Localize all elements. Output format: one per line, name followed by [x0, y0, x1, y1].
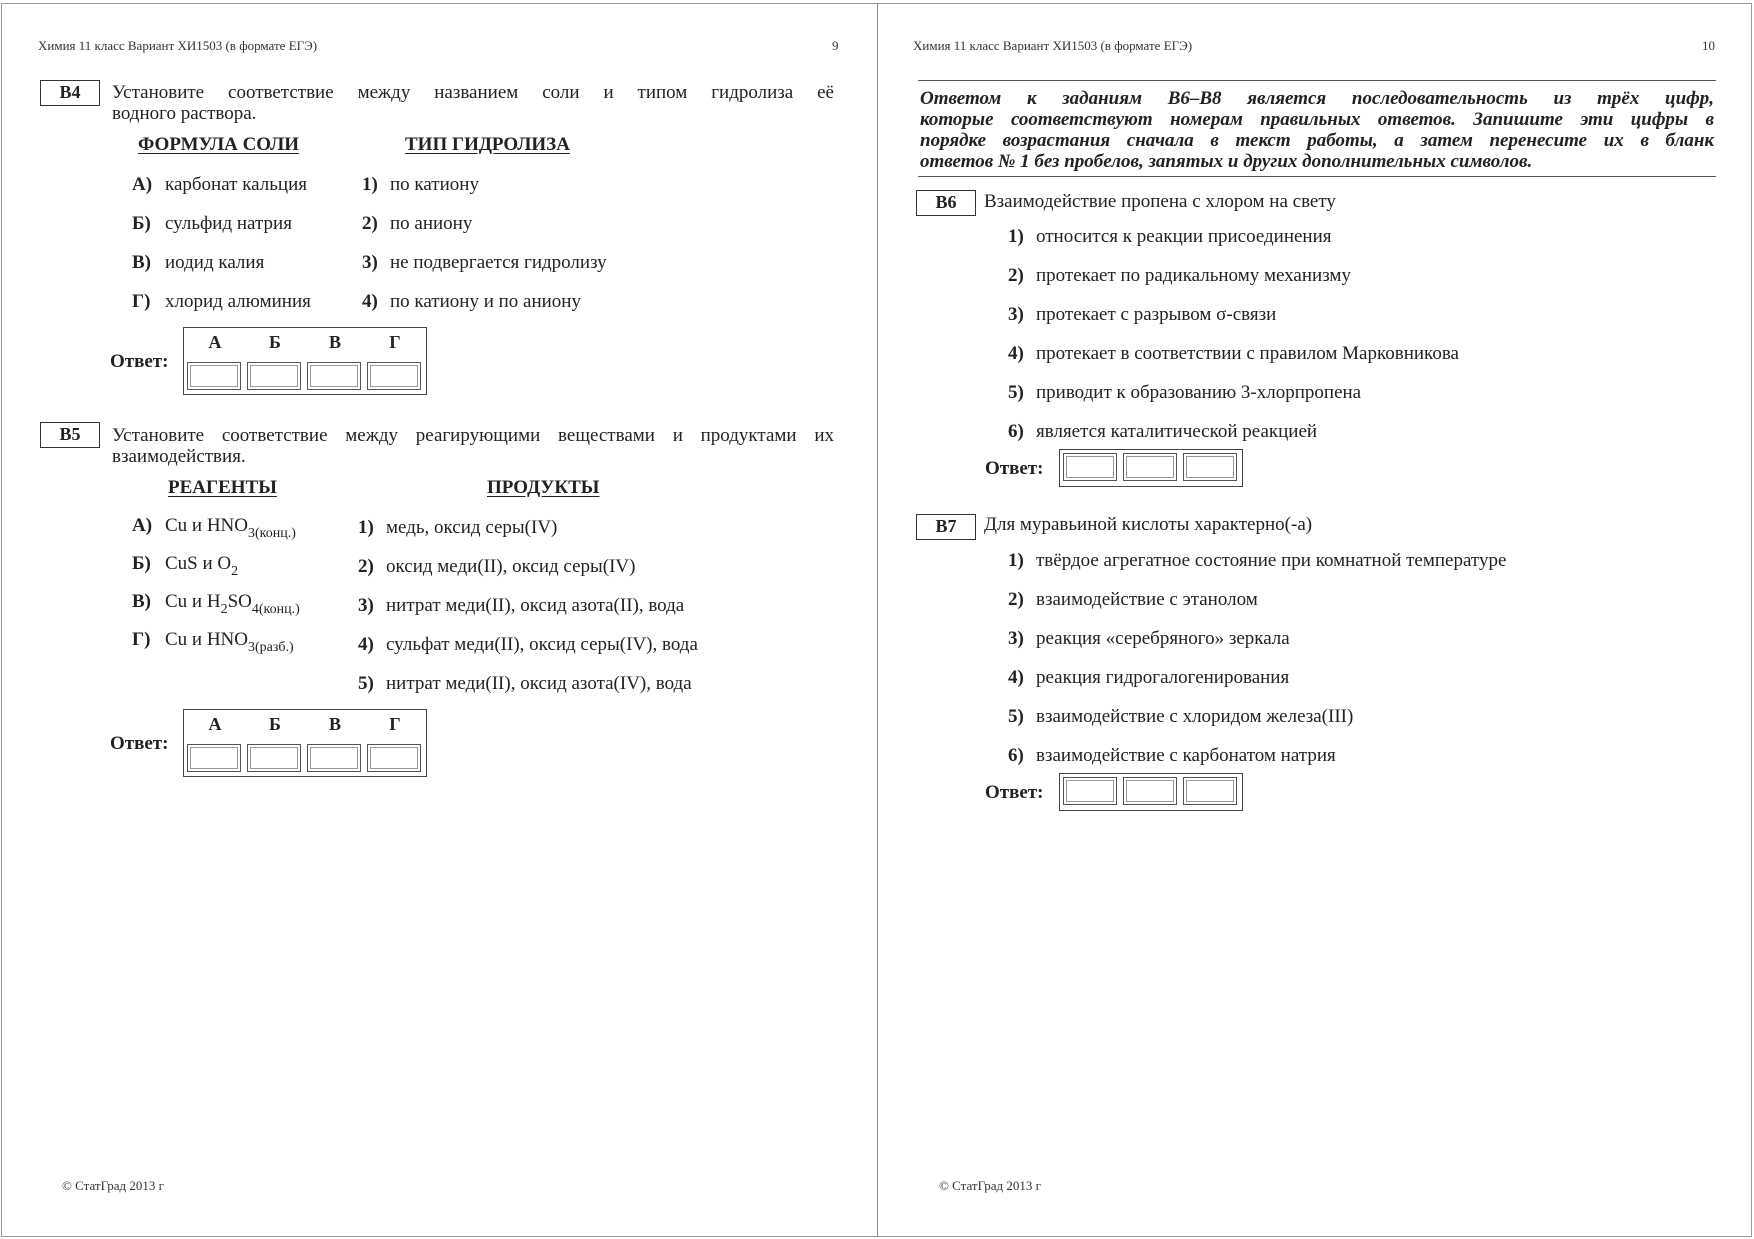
answer-label-b4: Ответ: [110, 351, 169, 372]
b7-option: 5) взаимодействие с хлоридом железа(III) [1008, 706, 1354, 727]
column-header-salt: ФОРМУЛА СОЛИ [138, 134, 300, 155]
answer-cell[interactable] [1123, 453, 1177, 481]
b7-option: 4) реакция гидрогалогенирования [1008, 667, 1290, 688]
b5-right-item: 3) нитрат меди(II), оксид азота(II), вода [358, 595, 685, 616]
question-text-b4: Установите соответствие между названием соли и типом гидролиза её [112, 82, 834, 103]
b4-left-item: Б) сульфид натрия [132, 213, 292, 234]
b5-right-item: 4) сульфат меди(II), оксид серы(IV), вода [358, 634, 698, 655]
b6-option: 3) протекает с разрывом σ-связи [1008, 304, 1277, 325]
answer-label-b6: Ответ: [985, 458, 1044, 479]
b7-option: 1) твёрдое агрегатное состояние при комнатной температуре [1008, 550, 1507, 571]
column-header-products: ПРОДУКТЫ [487, 477, 600, 498]
b7-option: 2) взаимодействие с этанолом [1008, 589, 1258, 610]
answer-cell[interactable] [1183, 453, 1237, 481]
answer-cell[interactable] [307, 362, 361, 390]
b5-right-item: 2) оксид меди(II), оксид серы(IV) [358, 556, 636, 577]
answer-cell[interactable] [1063, 777, 1117, 805]
answer-column-header: Г [389, 332, 401, 352]
page-number: 9 [832, 38, 839, 53]
answer-table-b6 [1059, 449, 1243, 487]
b4-right-item: 2) по аниону [362, 213, 473, 234]
answer-cell[interactable] [1063, 453, 1117, 481]
instruction-line: порядке возрастания сначала в текст работы, а затем перенесите их в бланк [920, 130, 1714, 151]
question-text-b6: Взаимодействие пропена с хлором на свету [984, 191, 1336, 212]
answer-cell[interactable] [187, 744, 241, 772]
answer-label-b5: Ответ: [110, 733, 169, 754]
b6-option: 1) относится к реакции присоединения [1008, 226, 1332, 247]
b5-left-item: Г) Cu и $HNO_{3(разб.)}$ [132, 629, 294, 655]
footer-copyright: © СтатГрад 2013 г [62, 1178, 164, 1193]
b4-right-item: 3) не подвергается гидролизу [362, 252, 607, 273]
answer-table-b4 [183, 327, 427, 395]
answer-column-header: Б [269, 714, 281, 734]
b4-left-item: А) карбонат кальция [132, 174, 307, 195]
instruction-bottom-rule [918, 176, 1716, 177]
b4-left-item: В) иодид калия [132, 252, 265, 273]
answer-cell[interactable] [1123, 777, 1177, 805]
b6-option: 4) протекает в соответствии с правилом Марковникова [1008, 343, 1459, 364]
answer-cell[interactable] [247, 362, 301, 390]
question-text-b7: Для муравьиной кислоты характерно(-а) [984, 514, 1313, 535]
b5-right-item: 1) медь, оксид серы(IV) [358, 517, 558, 538]
b6-option: 6) является каталитической реакцией [1008, 421, 1318, 442]
question-label-b6: B6 [916, 190, 976, 216]
b4-right-item: 4) по катиону и по аниону [362, 291, 581, 312]
running-title: Химия 11 класс Вариант ХИ1503 (в формате ЕГЭ) [38, 38, 318, 53]
b7-option: 6) взаимодействие с карбонатом натрия [1008, 745, 1336, 766]
page-10 [878, 0, 1754, 1239]
b7-option: 3) реакция «серебряного» зеркала [1008, 628, 1290, 649]
column-header-reagents: РЕАГЕНТЫ [168, 477, 277, 498]
answer-cell[interactable] [247, 744, 301, 772]
b5-right-item: 5) нитрат меди(II), оксид азота(IV), вода [358, 673, 692, 694]
column-header-hydrolysis: ТИП ГИДРОЛИЗА [405, 134, 570, 155]
b6-option: 5) приводит к образованию 3-хлорпропена [1008, 382, 1362, 403]
running-title: Химия 11 класс Вариант ХИ1503 (в формате ЕГЭ) [913, 38, 1193, 53]
b5-left-item: В) Cu и $H_2SO_{4(конц.)}$ [132, 591, 300, 617]
answer-column-header: А [208, 714, 222, 734]
answer-column-header: А [208, 332, 222, 352]
question-label-b5: B5 [40, 422, 100, 448]
answer-cell[interactable] [187, 362, 241, 390]
answer-column-header: В [328, 714, 341, 734]
question-label-b7: B7 [916, 514, 976, 540]
answer-cell[interactable] [367, 362, 421, 390]
b4-right-item: 1) по катиону [362, 174, 479, 195]
question-text-b5-cont: взаимодействия. [112, 446, 246, 467]
answer-cell[interactable] [1183, 777, 1237, 805]
b6-option: 2) протекает по радикальному механизму [1008, 265, 1351, 286]
question-label-b4: B4 [40, 80, 100, 106]
instruction-top-rule [918, 80, 1716, 81]
answer-cell[interactable] [367, 744, 421, 772]
answer-table-b5 [183, 709, 427, 777]
answer-column-header: Б [269, 332, 281, 352]
instruction-line: Ответом к заданиям В6–В8 является последовательность из трёх цифр, [920, 88, 1714, 109]
page-9 [0, 0, 876, 1239]
b5-left-item: А) Cu и $HNO_{3(конц.)}$ [132, 515, 296, 541]
answer-column-header: В [328, 332, 341, 352]
footer-copyright: © СтатГрад 2013 г [939, 1178, 1041, 1193]
answer-table-b7 [1059, 773, 1243, 811]
question-text-b5: Установите соответствие между реагирующими веществами и продуктами их [112, 425, 834, 446]
instruction-line: ответов № 1 без пробелов, запятых и других дополнительных символов. [920, 151, 1533, 172]
instruction-line: которые соответствуют номерам правильных ответов. Запишите эти цифры в [920, 109, 1714, 130]
b4-left-item: Г) хлорид алюминия [132, 291, 311, 312]
b5-left-item: Б) CuS и $O_2$ [132, 553, 239, 579]
answer-column-header: Г [389, 714, 401, 734]
answer-cell[interactable] [307, 744, 361, 772]
question-text-b4-cont: водного раствора. [112, 103, 257, 124]
page-number: 10 [1702, 38, 1715, 53]
answer-label-b7: Ответ: [985, 782, 1044, 803]
